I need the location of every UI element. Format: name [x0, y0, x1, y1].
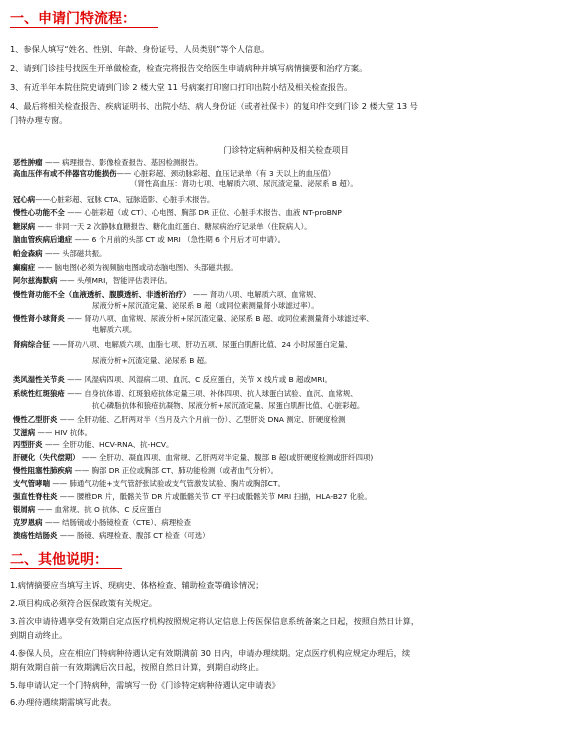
note-2: 2.项目构成必须符合医保政策有关规定。 [10, 598, 157, 608]
disease-row: 慢性肾功能不全（血液透析、腹膜透析、非透析治疗） —— 肾功八项、电解质六项、血常规、 [13, 290, 321, 299]
note-3-cont: 到期自动终止。 [10, 630, 68, 640]
disease-row-cont: 尿液分析+尿沉渣定量、泌尿系 B 超（或同位素测量肾小球滤过率）。 [92, 301, 319, 310]
disease-row: 慢性阻塞性肺疾病 —— 胸部 DR 正位或胸部 CT、肺功能检测（或者血气分析）。 [13, 466, 279, 475]
disease-row: 慢性乙型肝炎 —— 全肝功能、乙肝两对半（当月及六个月前一份）、乙型肝炎 DNA 测定、肝硬度检测 [13, 415, 346, 424]
disease-row: 支气管哮喘 —— 肺通气功能+支气管舒张试验或支气管激发试验、胸片或胸部CT。 [13, 479, 285, 488]
disease-row: 类风湿性关节炎 —— 风湿病四项、风湿病二项、血沉、C 反应蛋白，关节 X 线片或 B 超或MRI。 [13, 375, 332, 384]
note-1: 1.病情摘要应当填写主诉、现病史、体格检查、辅助检查等确诊情况； [10, 580, 264, 590]
section-title-application-process [10, 8, 146, 28]
table-title: 门诊特定病种病种及相关检查项目 [223, 145, 349, 155]
section-2-underline [10, 568, 122, 569]
disease-row: 银屑病 —— 血常规、抗 O 抗体、C 反应蛋白 [13, 505, 162, 514]
section-title-other-notes [10, 549, 108, 569]
note-6: 6.办理待遇续期需填写此表。 [10, 697, 117, 707]
disease-row: 恶性肿瘤 —— 病理报告、影像检查报告、基因检测报告。 [13, 158, 203, 167]
disease-row: 慢性肾小球肾炎 —— 肾功八项、血常规、尿液分析+尿沉渣定量、泌尿系 B 超、或同位素测量肾小球滤过率、 [13, 314, 374, 323]
disease-row: 糖尿病 —— 非同一天 2 次静脉血糖报告、糖化血红蛋白、糖尿病治疗记录单（住院病人）。 [13, 222, 312, 231]
note-4-cont: 期有效期自前一有效期满后次日起，按照自然日计算，到期自动终止。 [10, 662, 264, 672]
note-5: 5.每申请认定一个门特病种，需填写一份《门诊特定病种待遇认定申请表》 [10, 680, 280, 690]
step-4: 4、最后将相关检查报告、疾病证明书、出院小结、病人身份证（或者社保卡）的复印件交到门诊 2 楼大堂 13 号 [10, 101, 418, 111]
disease-row: 克罗恩病 —— 结肠镜或小肠镜检查（CTE）、病理检查 [13, 518, 191, 527]
step-2: 2、请到门诊挂号找医生开单做检查，检查完将报告交给医生申请病种并填写病情摘要和治疗方案。 [10, 63, 368, 73]
disease-row: 冠心病——心脏彩超、冠脉 CTA、冠脉造影、心脏手术报告。 [13, 195, 215, 204]
disease-row-cont: 抗心磷脂抗体和狼疮抗凝物、尿液分析+尿沉渣定量、尿蛋白肌酐比值、心脏彩超。 [92, 401, 365, 410]
note-3: 3.首次申请待遇享受有效期自定点医疗机构按照规定将认定信息上传医保信息系统备案之日起，按照自然日计算， [10, 616, 420, 626]
disease-row: 肝硬化（失代偿期） —— 全肝功、凝血四项、血常规、乙肝两对半定量、腹部 B 超(或肝硬度检测或肝纤四项) [13, 453, 374, 462]
note-4: 4.参保人员，应在相应门特病种待遇认定有效期满前 30 日内，申请办理续期。定点医疗机构应规定办理后，续 [10, 648, 411, 658]
disease-row-cont: （肾性高血压：肾功七项、电解质六项、尿沉渣定量、泌尿系 B 超）。 [130, 179, 358, 188]
disease-row: 肾病综合征 ——肾功八项、电解质六项、血脂七项、肝功五项、尿蛋白肌酐比值、24 小时尿蛋白定量、 [13, 340, 353, 349]
disease-row: 帕金森病 —— 头部磁共振。 [13, 249, 107, 258]
section-1-underline [10, 27, 158, 28]
step-3: 3、有近半年本院住院史请到门诊 2 楼大堂 11 号病案打印窗口打印出院小结及相关检查报告。 [10, 82, 353, 92]
section-1-title-text: 一、申请门特流程： [10, 11, 136, 27]
section-2-title-text: 二、其他说明： [10, 552, 108, 568]
disease-row: 慢性心功能不全 —— 心脏彩超（或 CT）、心电图、胸部 DR 正位、心脏手术报告、血液 NT-proBNP [13, 208, 342, 217]
disease-row: 阿尔兹海默病 —— 头颅MRI，智能评估表评估。 [13, 276, 172, 285]
step-4-cont: 门特办理专窗。 [10, 115, 68, 125]
disease-row: 高血压伴有或不伴器官功能损伤—— 心脏彩超、颈动脉彩超、血压记录单（有 3 天以上的血压值） [13, 169, 336, 178]
step-1: 1、参保人填写“姓名、性别、年龄、身份证号、人员类别”等个人信息。 [10, 44, 270, 54]
disease-row-cont: 尿液分析+沉渣定量、泌尿系 B 超。 [92, 356, 212, 365]
disease-row: 艾滋病 —— HIV 抗体。 [13, 428, 92, 437]
disease-row-cont: 电解质六项。 [92, 325, 137, 334]
disease-row: 强直性脊柱炎 —— 腰椎DR 片，骶髂关节 DR 片或骶髂关节 CT 平扫或骶髂关节 MRI 扫描，HLA-B27 化验。 [13, 492, 372, 501]
disease-row: 溃疡性结肠炎 —— 肠镜、病理检查、腹部 CT 检查（可选） [13, 531, 210, 540]
disease-row: 系统性红斑狼疮 —— 自身抗体谱、红斑狼疮抗体定量三项、补体四项、抗人球蛋白试验、血沉、血常规、 [13, 389, 358, 398]
disease-row: 丙型肝炎 —— 全肝功能、HCV-RNA、抗-HCV。 [13, 440, 174, 449]
disease-row: 脑血管疾病后遗症 —— 6 个月前的头部 CT 或 MRI （急性期 6 个月后才可申请）。 [13, 235, 285, 244]
disease-row: 癫痫症 —— 脑电图(必须为视频脑电图或动态脑电图)、头部磁共振。 [13, 263, 238, 272]
